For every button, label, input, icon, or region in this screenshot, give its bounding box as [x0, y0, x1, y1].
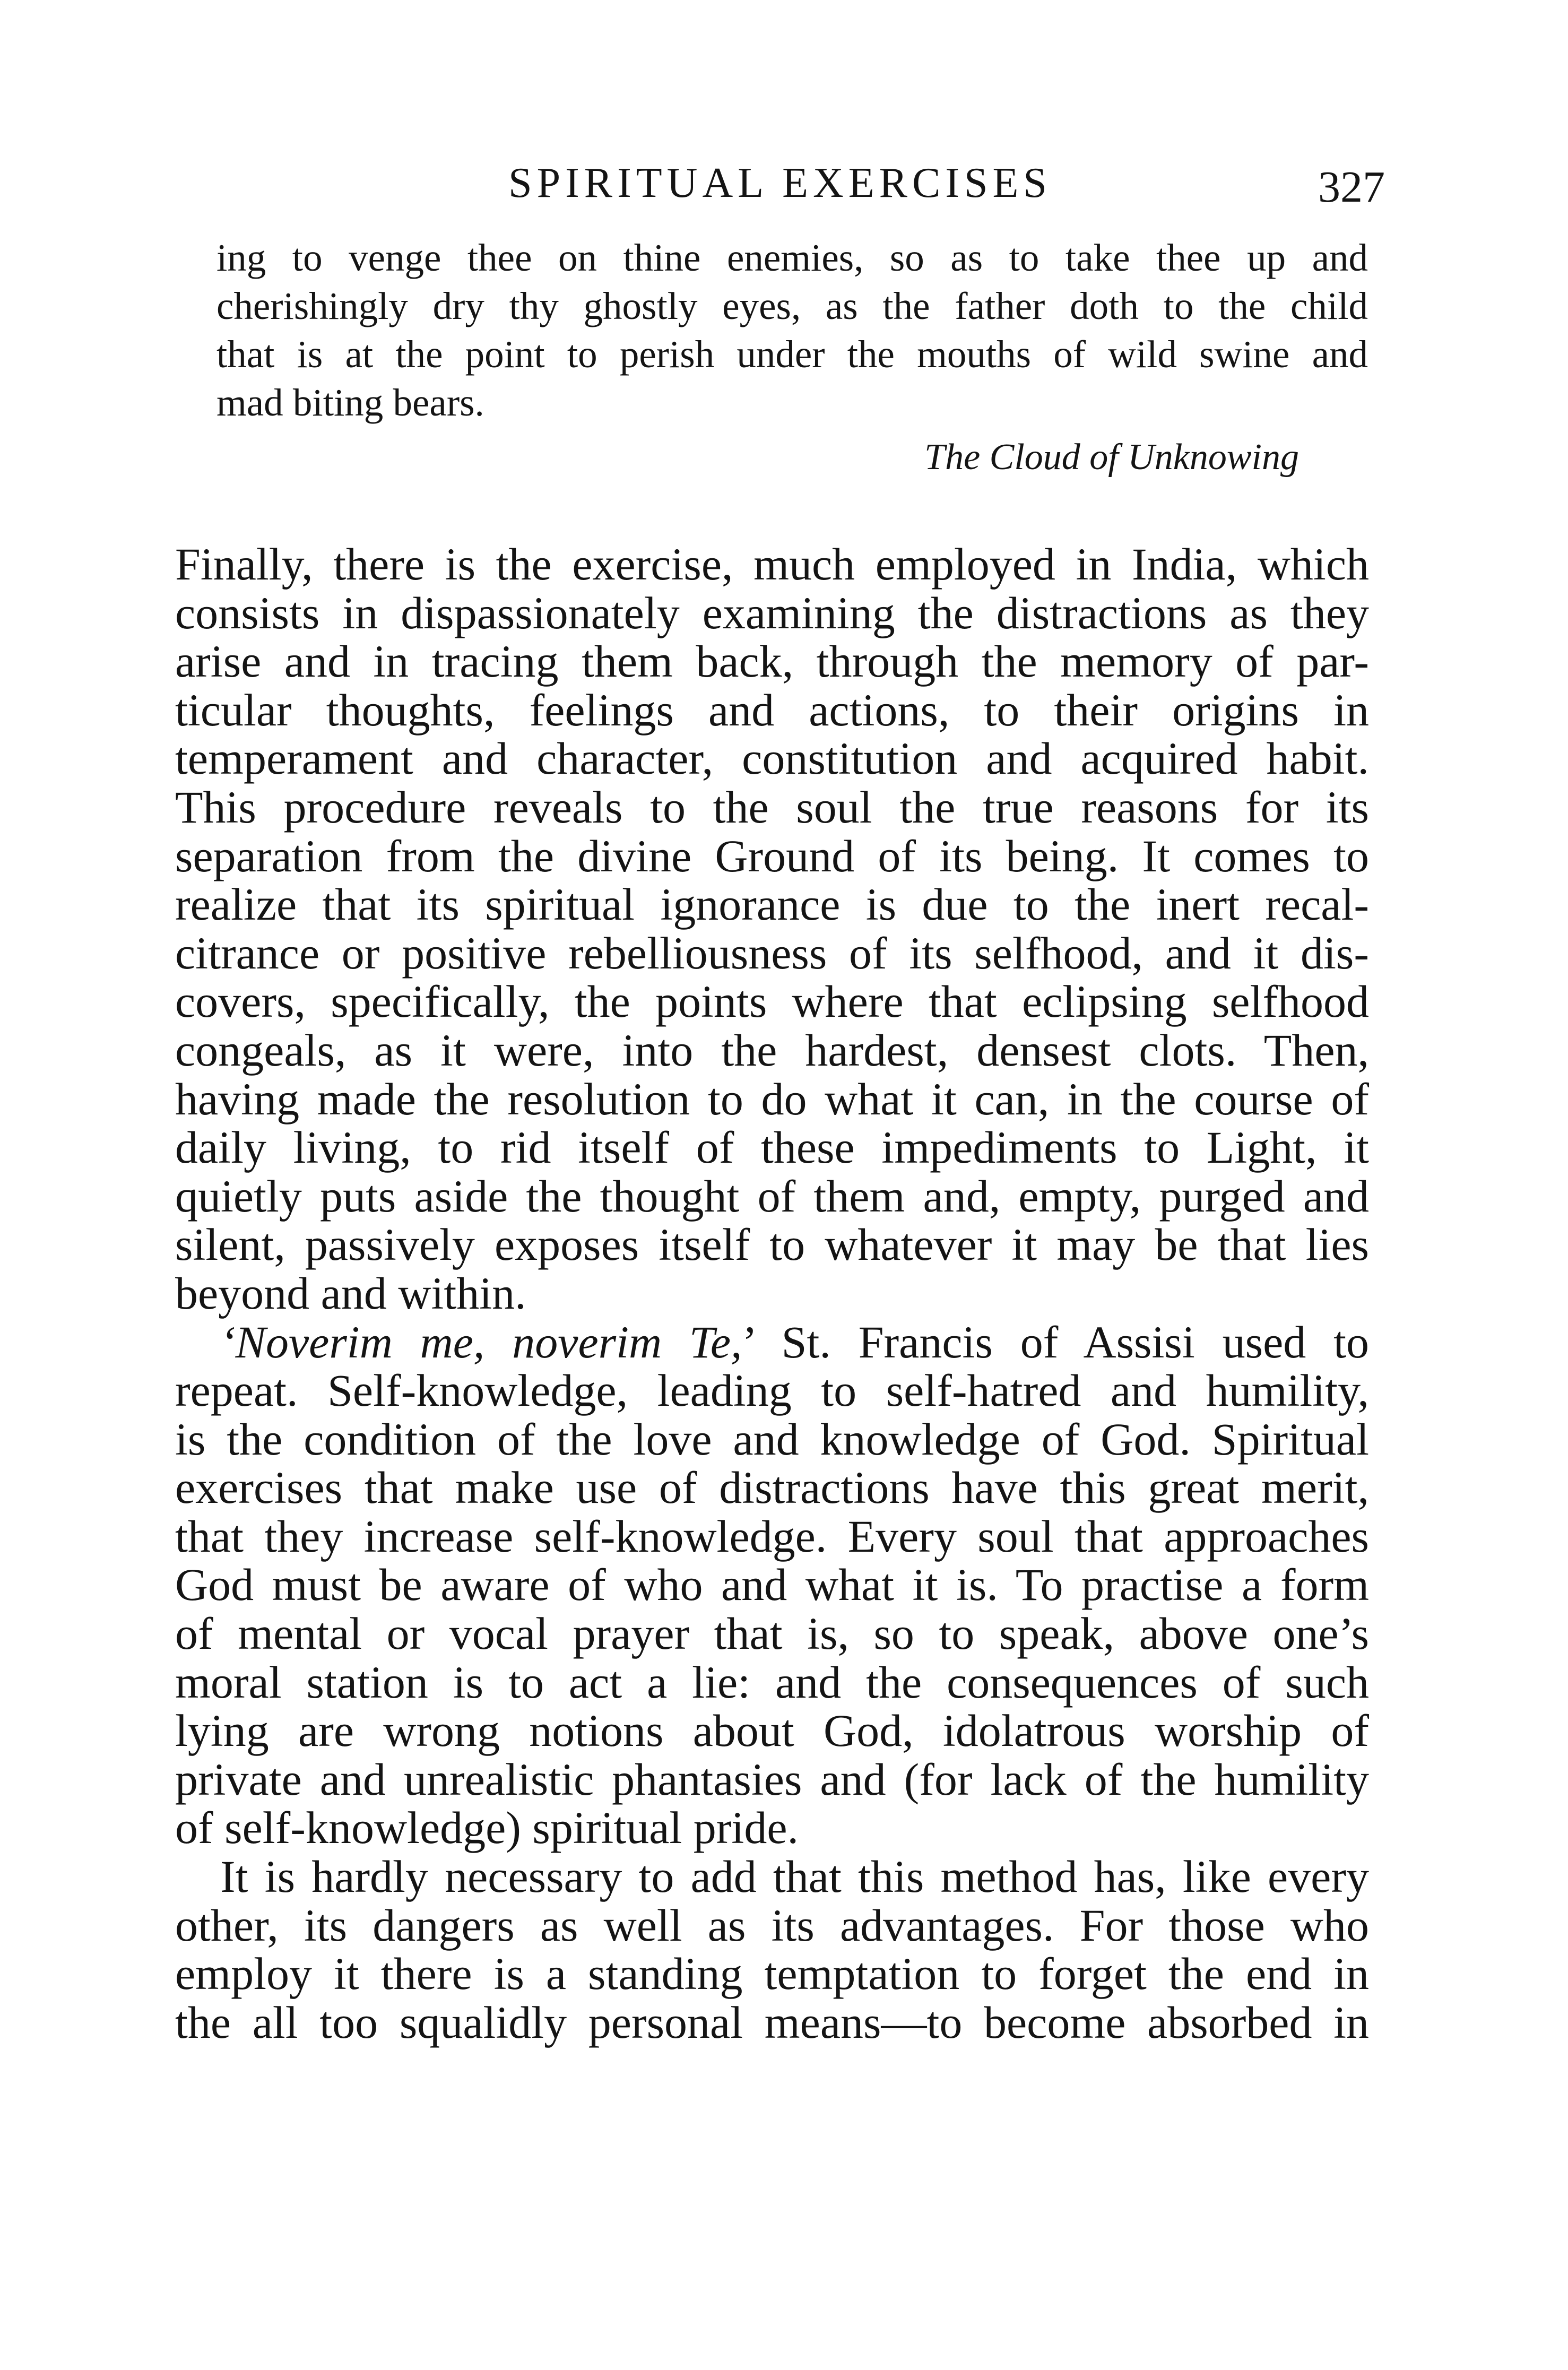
paragraph-line: citrance or positive rebelliousness of its selfhood, and it dis- [175, 927, 1369, 979]
running-title: SPIRITUAL EXERCISES [508, 160, 1052, 206]
paragraph-line: quietly puts aside the thought of them and, empty, purged and [175, 1170, 1369, 1222]
latin-quotation: ‘Noverim me, noverim Te, [220, 1316, 742, 1368]
quote-line: cherishingly dry thy ghostly eyes, as the father doth to the child [216, 284, 1368, 327]
paragraph-line: consists in dispassionately examining the distractions as they [175, 587, 1369, 638]
paragraph-line: moral station is to act a lie: and the consequences of such [175, 1656, 1369, 1708]
paragraph-line: of self-knowledge) spiritual pride. [175, 1802, 799, 1854]
quote-line: that is at the point to perish under the mouths of wild swine and [216, 333, 1368, 376]
paragraph-line: that they increase self-knowledge. Every soul that approaches [175, 1510, 1369, 1562]
paragraph-line: exercises that make use of distractions have this great merit, [175, 1462, 1369, 1513]
paragraph-line: repeat. Self-knowledge, leading to self-hatred and humility, [175, 1365, 1369, 1416]
paragraph-line: congeals, as it were, into the hardest, densest clots. Then, [175, 1024, 1369, 1076]
paragraph-line-rest: ’ St. Francis of Assisi used to [742, 1316, 1369, 1368]
quote-attribution: The Cloud of Unknowing [924, 437, 1299, 478]
paragraph-line: employ it there is a standing temptation to forget the end in [175, 1948, 1369, 2000]
paragraph-line: God must be aware of who and what it is. To practise a form [175, 1559, 1369, 1611]
paragraph-first-line [175, 1318, 1369, 1367]
paragraph-line: temperament and character, constitution and acquired habit. [175, 733, 1369, 784]
paragraph-line: covers, specifically, the points where that eclipsing selfhood [175, 976, 1369, 1027]
paragraph-line: ticular thoughts, feelings and actions, to their origins in [175, 684, 1369, 736]
paragraph-line: daily living, to rid itself of these impediments to Light, it [175, 1122, 1369, 1173]
paragraph-line: separation from the divine Ground of its being. It comes to [175, 830, 1369, 881]
paragraph-line: having made the resolution to do what it can, in the course of [175, 1073, 1369, 1125]
paragraph-line: realize that its spiritual ignorance is due to the inert recal- [175, 879, 1369, 930]
paragraph-line: lying are wrong notions about God, idolatrous worship of [175, 1705, 1369, 1757]
running-head [175, 154, 1385, 212]
paragraph-line: It is hardly necessary to add that this method has, like every [220, 1851, 1369, 1902]
paragraph-line: private and unrealistic phantasies and (for lack of the humility [175, 1753, 1369, 1805]
page-number: 327 [1318, 162, 1385, 212]
paragraph-line: is the condition of the love and knowledge of God. Spiritual [175, 1413, 1369, 1465]
paragraph-line: arise and in tracing them back, through the memory of par- [175, 636, 1369, 687]
paragraph-line: silent, passively exposes itself to whatever it may be that lies [175, 1219, 1369, 1270]
paragraph-line: other, its dangers as well as its advantages. For those who [175, 1899, 1369, 1951]
quote-line: ing to venge thee on thine enemies, so as to take thee up and [216, 236, 1368, 279]
paragraph-line: the all too squalidly personal means—to become absorbed in [175, 1996, 1369, 2048]
paragraph-line: of mental or vocal prayer that is, so to speak, above one’s [175, 1608, 1369, 1659]
paragraph-line: This procedure reveals to the soul the true reasons for its [175, 781, 1369, 833]
block-quote [216, 233, 1368, 481]
paragraph-line: Finally, there is the exercise, much employed in India, which [175, 539, 1369, 590]
body-text [175, 540, 1369, 2047]
quote-line: mad biting bears. [216, 381, 484, 424]
paragraph-line: beyond and within. [175, 1267, 526, 1319]
